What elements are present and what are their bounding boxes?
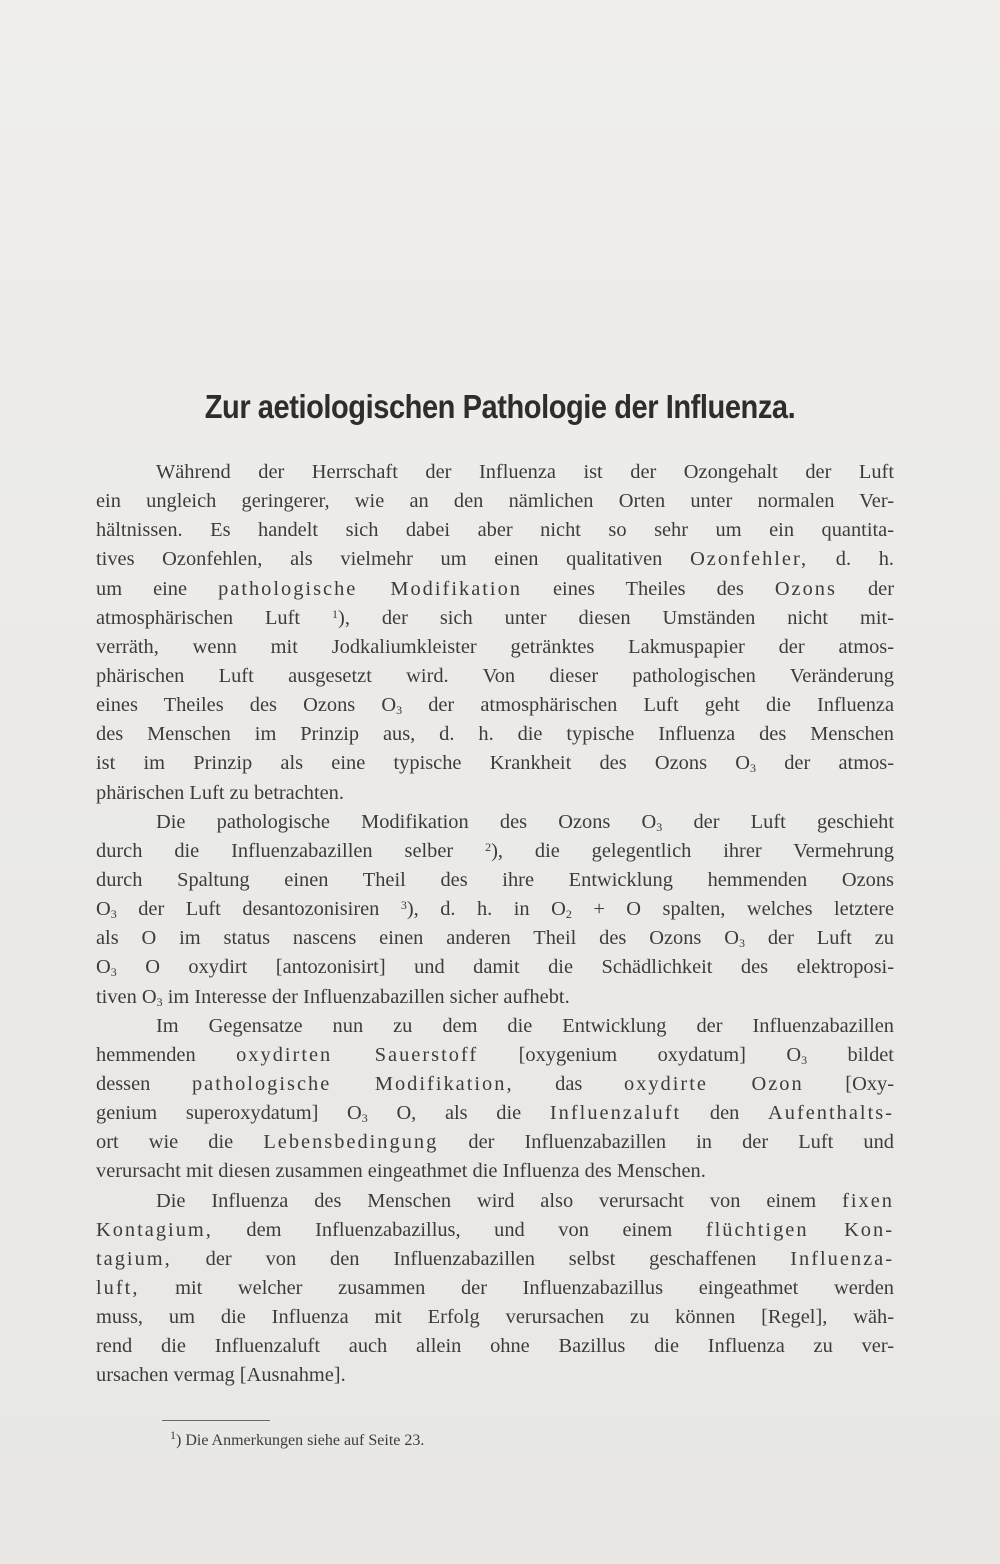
text-line: ist im Prinzip als eine typische Krankheit des Ozons $O_3$ der atmos- — [96, 752, 894, 776]
text-line: Während der Herrschaft der Influenza ist der Ozongehalt der Luft — [156, 461, 894, 483]
text-line: als O im status nascens einen anderen Theil des Ozons $O_3$ der Luft zu — [96, 927, 894, 951]
text-line: dessen pathologische Modifikation, das oxydirte Ozon [Oxy- — [96, 1072, 894, 1095]
text-line: durch die Influenzabazillen selber $^2$), die gelegentlich ihrer Vermehrung — [96, 839, 894, 862]
text-line: $O_3$ der Luft desantozonisiren $^3$), d. h. in $O_2 + O$ spalten, welches letztere — [96, 898, 895, 922]
text-line: luft, mit welcher zusammen der Influenzabazillus eingeathmet werden — [96, 1276, 894, 1299]
footnote-ref: 1 — [332, 606, 339, 621]
footnote-text: ) Die Anmerkungen siehe auf Seite 23. — [176, 1432, 425, 1449]
text-line: $O_3$ O oxydirt [antozonisirt] und damit die Schädlichkeit des elektroposi- — [96, 956, 894, 980]
text-line: verursacht mit diesen zusammen eingeathmet die Influenza des Menschen. — [96, 1160, 706, 1183]
text-line: verräth, wenn mit Jodkaliumkleister getränktes Lakmuspapier der atmos- — [96, 635, 894, 658]
text-line: rend die Influenzaluft auch allein ohne Bazillus die Influenza zu ver- — [96, 1335, 894, 1358]
footnote — [170, 1430, 424, 1452]
text-line: hältnissen. Es handelt sich dabei aber nicht so sehr um ein quantita- — [96, 519, 894, 542]
text-line: ort wie die Lebensbedingung der Influenzabazillen in der Luft und — [96, 1131, 895, 1154]
footnote-marker: 1 — [170, 1428, 176, 1442]
text-line: Kontagium, dem Influenzabazillus, und von einem flüchtigen Kon- — [96, 1218, 894, 1241]
footnote-divider — [162, 1420, 270, 1421]
text-line: atmosphärischen Luft $^1$), der sich unter diesen Umständen nicht mit- — [96, 606, 894, 629]
footnote-ref: 2 — [485, 839, 492, 854]
text-line: tagium, der von den Influenzabazillen selbst geschaffenen Influenza- — [96, 1247, 894, 1270]
text-line: Die Influenza des Menschen wird also verursacht von einem fixen — [156, 1189, 894, 1212]
text-line: des Menschen im Prinzip aus, d. h. die typische Influenza des Menschen — [96, 723, 894, 746]
text-line: um eine pathologische Modifikation eines Theiles des Ozons der — [96, 577, 894, 600]
text-line: ursachen vermag [Ausnahme]. — [96, 1364, 346, 1387]
text-line: genium superoxydatum] $O_3$ O, als die Influenzaluft den Aufenthalts- — [96, 1102, 894, 1126]
footnote-ref: 3 — [400, 898, 407, 913]
text-line: tiven $O_3$ im Interesse der Influenzabazillen sicher aufhebt. — [96, 985, 570, 1009]
text-line: phärischen Luft ausgesetzt wird. Von dieser pathologischen Veränderung — [96, 664, 894, 687]
body-text — [96, 458, 894, 1391]
text-line: ein ungleich geringerer, wie an den nämlichen Orten unter normalen Ver- — [96, 490, 894, 513]
text-line: eines Theiles des Ozons $O_3$ der atmosphärischen Luft geht die Influenza — [96, 694, 894, 718]
text-line: muss, um die Influenza mit Erfolg verursachen zu können [Regel], wäh- — [96, 1306, 894, 1329]
text-line: phärischen Luft zu betrachten. — [96, 781, 344, 804]
text-line: tives Ozonfehlen, als vielmehr um einen qualitativen Ozonfehler, d. h. — [96, 548, 895, 571]
page-title: Zur aetiologischen Pathologie der Influenza. — [204, 388, 796, 425]
text-line: durch Spaltung einen Theil des ihre Entwicklung hemmenden Ozons — [96, 868, 894, 891]
text-line: Die pathologische Modifikation des Ozons $O_3$ der Luft geschieht — [156, 810, 894, 834]
text-line: hemmenden oxydirten Sauerstoff [oxygenium oxydatum] $O_3$ bildet — [96, 1043, 894, 1067]
text-line: Im Gegensatze nun zu dem die Entwicklung der Influenzabazillen — [156, 1014, 894, 1037]
